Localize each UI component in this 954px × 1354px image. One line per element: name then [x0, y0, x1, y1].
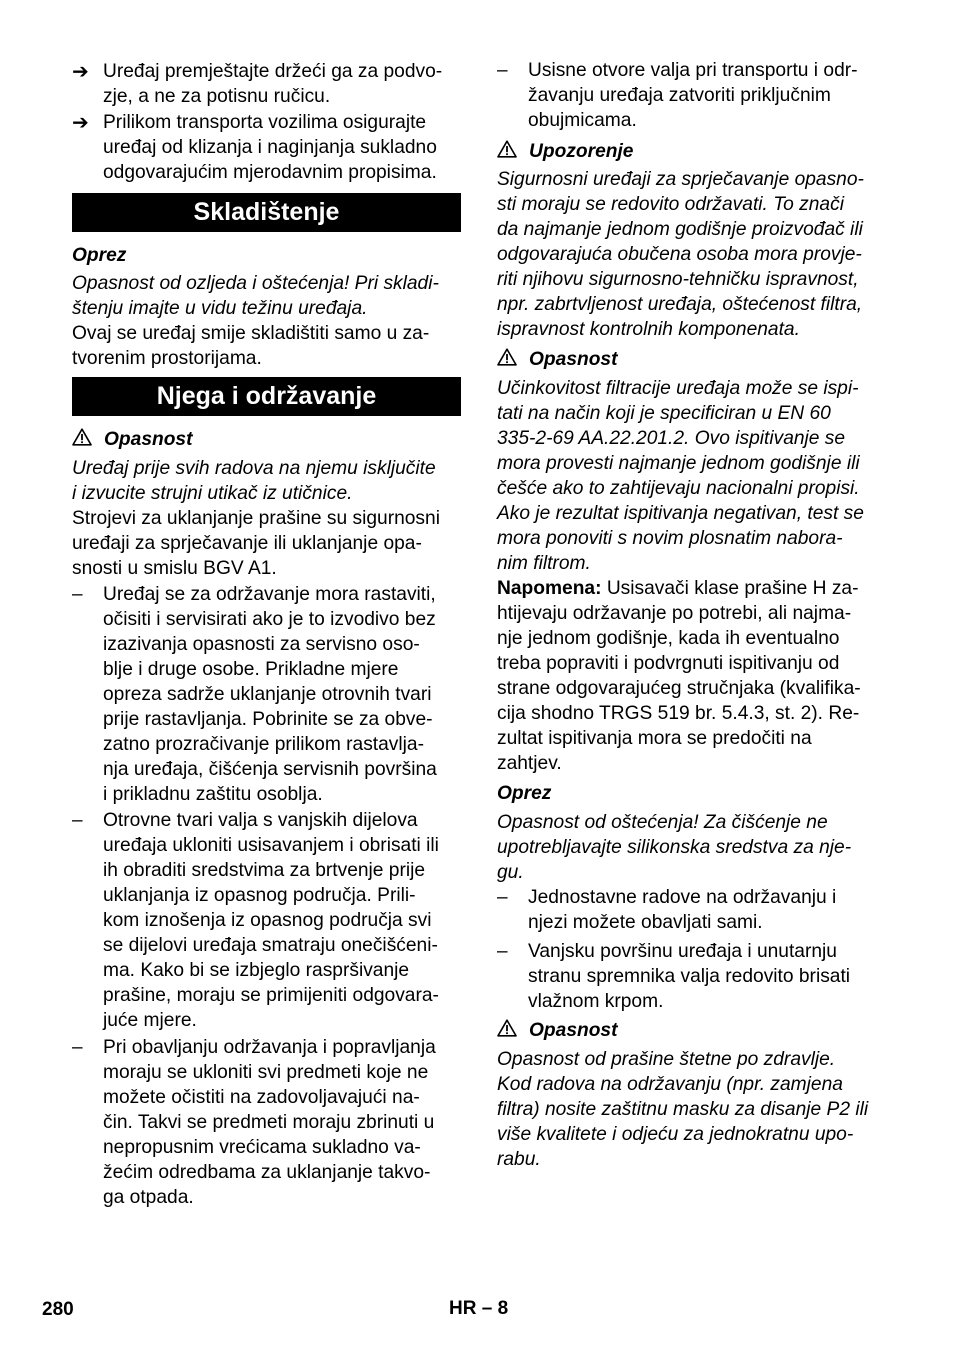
warning-text-line: sti moraju se redovito održavati. To znači — [497, 194, 844, 215]
danger-text-line: Uređaj prije svih radova na njemu isključite — [72, 458, 436, 479]
body-text-line: tvorenim prostorijama. — [72, 348, 262, 369]
upozorenje-label: Upozorenje — [529, 141, 634, 162]
danger-text-line: rabu. — [497, 1149, 541, 1170]
section-heading-storage: Skladištenje — [72, 193, 461, 232]
warning-text-line: Sigurnosni uređaji za sprječavanje opasno- — [497, 169, 864, 190]
list-item-line: ih obraditi sredstvima za brtvenje prije — [103, 860, 426, 881]
warning-text-line: odgovarajuća obučena osoba mora provje- — [497, 244, 862, 265]
warning-icon — [72, 428, 92, 446]
body-text-line: zahtjev. — [497, 753, 562, 774]
danger-text-line: mora provesti najmanje jednom godišnje ili — [497, 453, 860, 474]
oprez-label: Oprez — [72, 245, 127, 266]
warning-text-line: npr. zabrtvljenost uređaja, oštećenost filtra, — [497, 294, 863, 315]
body-text-line: nje jednom godišnje, kada ih eventualno — [497, 628, 840, 649]
body-text-line: treba popraviti i podvrgnuti ispitivanju od — [497, 653, 840, 674]
list-item-line: uređaja ukloniti usisavanjem i obrisati ili — [103, 835, 439, 856]
list-item-line: ga otpada. — [103, 1187, 194, 1208]
list-item-line: prije rastavljanja. Pobrinite se za obve- — [103, 709, 433, 730]
page-number: 280 — [42, 1299, 74, 1320]
caution-text-line: štenju imajte u vidu težinu uređaja. — [72, 298, 368, 319]
page-label: HR – 8 — [449, 1298, 509, 1319]
list-item-line: Vanjsku površinu uređaja i unutarnju — [528, 941, 837, 962]
opasnost-label: Opasnost — [529, 349, 618, 370]
list-item-line: obujmicama. — [528, 110, 637, 131]
list-item-line: žavanju uređaja zatvoriti priključnim — [528, 85, 831, 106]
caution-text-line: Opasnost od ozljeda i oštećenja! Pri skladi- — [72, 273, 439, 294]
list-item-line: Usisne otvore valja pri transportu i odr- — [528, 60, 858, 81]
danger-text-line: Opasnost od prašine štetne po zdravlje. — [497, 1049, 836, 1070]
list-item-line: kom iznošenja iz opasnog područja svi — [103, 910, 432, 931]
list-item-line: vlažnom krpom. — [528, 991, 664, 1012]
warning-text-line: da najmanje jednom godišnje proizvođač ili — [497, 219, 863, 240]
warning-text-line: riti njihovu sigurnosno-tehničku ispravnost, — [497, 269, 859, 290]
list-dash: – — [497, 887, 508, 908]
body-text-line: Ovaj se uređaj smije skladištiti samo u za- — [72, 323, 430, 344]
danger-text-line: tati na način koji je specificiran u EN 60 — [497, 403, 831, 424]
warning-icon — [497, 1019, 517, 1037]
list-item-line: izazivanja opasnosti za servisno oso- — [103, 634, 420, 655]
section-heading-maintenance: Njega i održavanje — [72, 377, 461, 416]
list-item-line: Otrovne tvari valja s vanjskih dijelova — [103, 810, 418, 831]
list-item-line: se dijelovi uređaja smatraju onečišćeni- — [103, 935, 438, 956]
list-dash: – — [72, 1037, 83, 1058]
caution-text-line: Opasnost od oštećenja! Za čišćenje ne — [497, 812, 828, 833]
danger-text-line: nim filtrom. — [497, 553, 591, 574]
danger-text-line: više kvalitete i odjeću za jednokratnu upo- — [497, 1124, 854, 1145]
list-item-line: blje i druge osobe. Prikladne mjere — [103, 659, 399, 680]
list-dash: – — [497, 60, 508, 81]
list-item-line: njezi možete obavljati sami. — [528, 912, 763, 933]
opasnost-label: Opasnost — [104, 429, 193, 450]
danger-text-line: i izvucite strujni utikač iz utičnice. — [72, 483, 353, 504]
note-text: Usisavači klase prašine H za- — [601, 578, 859, 599]
body-text-line: zultat ispitivanja mora se predočiti na — [497, 728, 812, 749]
danger-text-line: češće ako to zahtijevaju nacionalni propisi. — [497, 478, 860, 499]
list-dash: – — [72, 584, 83, 605]
danger-text-line: mora ponoviti s novim plosnatim nabora- — [497, 528, 843, 549]
list-item-line: stranu spremnika valja redovito brisati — [528, 966, 851, 987]
danger-text-line: 335-2-69 AA.22.201.2. Ovo ispitivanje se — [497, 428, 846, 449]
caution-text-line: gu. — [497, 862, 524, 883]
caution-text-line: upotrebljavajte silikonska sredstva za nje- — [497, 837, 852, 858]
arrow-bullet-icon: ➔ — [72, 112, 89, 134]
list-item-line: možete očistiti na zadovoljavajući na- — [103, 1087, 420, 1108]
bullet-text-line: zje, a ne za potisnu ručicu. — [103, 86, 331, 107]
note-label: Napomena: — [497, 578, 602, 599]
list-item-line: nepropusnim vrećicama sukladno va- — [103, 1137, 421, 1158]
list-item-line: čin. Takvi se predmeti moraju zbrinuti u — [103, 1112, 435, 1133]
list-item-line: opreza sadrže uklanjanje otrovnih tvari — [103, 684, 432, 705]
warning-icon — [497, 348, 517, 366]
bullet-text-line: Prilikom transporta vozilima osigurajte — [103, 112, 427, 133]
body-text-line: strane odgovarajućeg stručnjaka (kvalifika- — [497, 678, 861, 699]
bullet-text-line: uređaj od klizanja i naginjanja sukladno — [103, 137, 437, 158]
list-dash: – — [497, 941, 508, 962]
list-dash: – — [72, 810, 83, 831]
opasnost-label: Opasnost — [529, 1020, 618, 1041]
body-text-line: uređaji za sprječavanje ili uklanjanje opa- — [72, 533, 422, 554]
list-item-line: nja uređaja, čišćenja servisnih površina — [103, 759, 437, 780]
danger-text-line: filtra) nosite zaštitnu masku za disanje P2 ili — [497, 1099, 869, 1120]
body-text-line: snosti u smislu BGV A1. — [72, 558, 277, 579]
list-item-line: očisiti i servisirati ako je to izvodivo bez — [103, 609, 436, 630]
list-item-line: Pri obavljanju održavanja i popravljanja — [103, 1037, 436, 1058]
list-item-line: zatno prozračivanje prilikom rastavlja- — [103, 734, 424, 755]
list-item-line: juće mjere. — [103, 1010, 197, 1031]
note-first-line — [497, 576, 858, 601]
list-item-line: i prikladnu zaštitu osoblja. — [103, 784, 323, 805]
warning-icon — [497, 140, 517, 158]
bullet-text-line: odgovarajućim mjerodavnim propisima. — [103, 162, 437, 183]
list-item-line: prašine, moraju se primijeniti odgovara- — [103, 985, 439, 1006]
bullet-text-line: Uređaj premještajte držeći ga za podvo- — [103, 61, 443, 82]
list-item-line: ma. Kako bi se izbjeglo raspršivanje — [103, 960, 410, 981]
danger-text-line: Učinkovitost filtracije uređaja može se ispi- — [497, 378, 859, 399]
list-item-line: Jednostavne radove na održavanju i — [528, 887, 837, 908]
list-item-line: žećim odredbama za uklanjanje takvo- — [103, 1162, 431, 1183]
list-item-line: moraju se ukloniti svi predmeti koje ne — [103, 1062, 429, 1083]
warning-text-line: ispravnost kontrolnih komponenata. — [497, 319, 800, 340]
body-text-line: cija shodno TRGS 519 br. 5.4.3, st. 2). Re- — [497, 703, 860, 724]
danger-text-line: Kod radova na održavanju (npr. zamjena — [497, 1074, 843, 1095]
arrow-bullet-icon: ➔ — [72, 61, 89, 83]
oprez-label: Oprez — [497, 783, 552, 804]
body-text-line: Strojevi za uklanjanje prašine su sigurnosni — [72, 508, 440, 529]
danger-text-line: Ako je rezultat ispitivanja negativan, test se — [497, 503, 864, 524]
list-item-line: uklanjanja iz opasnog područja. Prili- — [103, 885, 416, 906]
body-text-line: htijevaju održavanje po potrebi, ali najma- — [497, 603, 852, 624]
list-item-line: Uređaj se za održavanje mora rastaviti, — [103, 584, 436, 605]
